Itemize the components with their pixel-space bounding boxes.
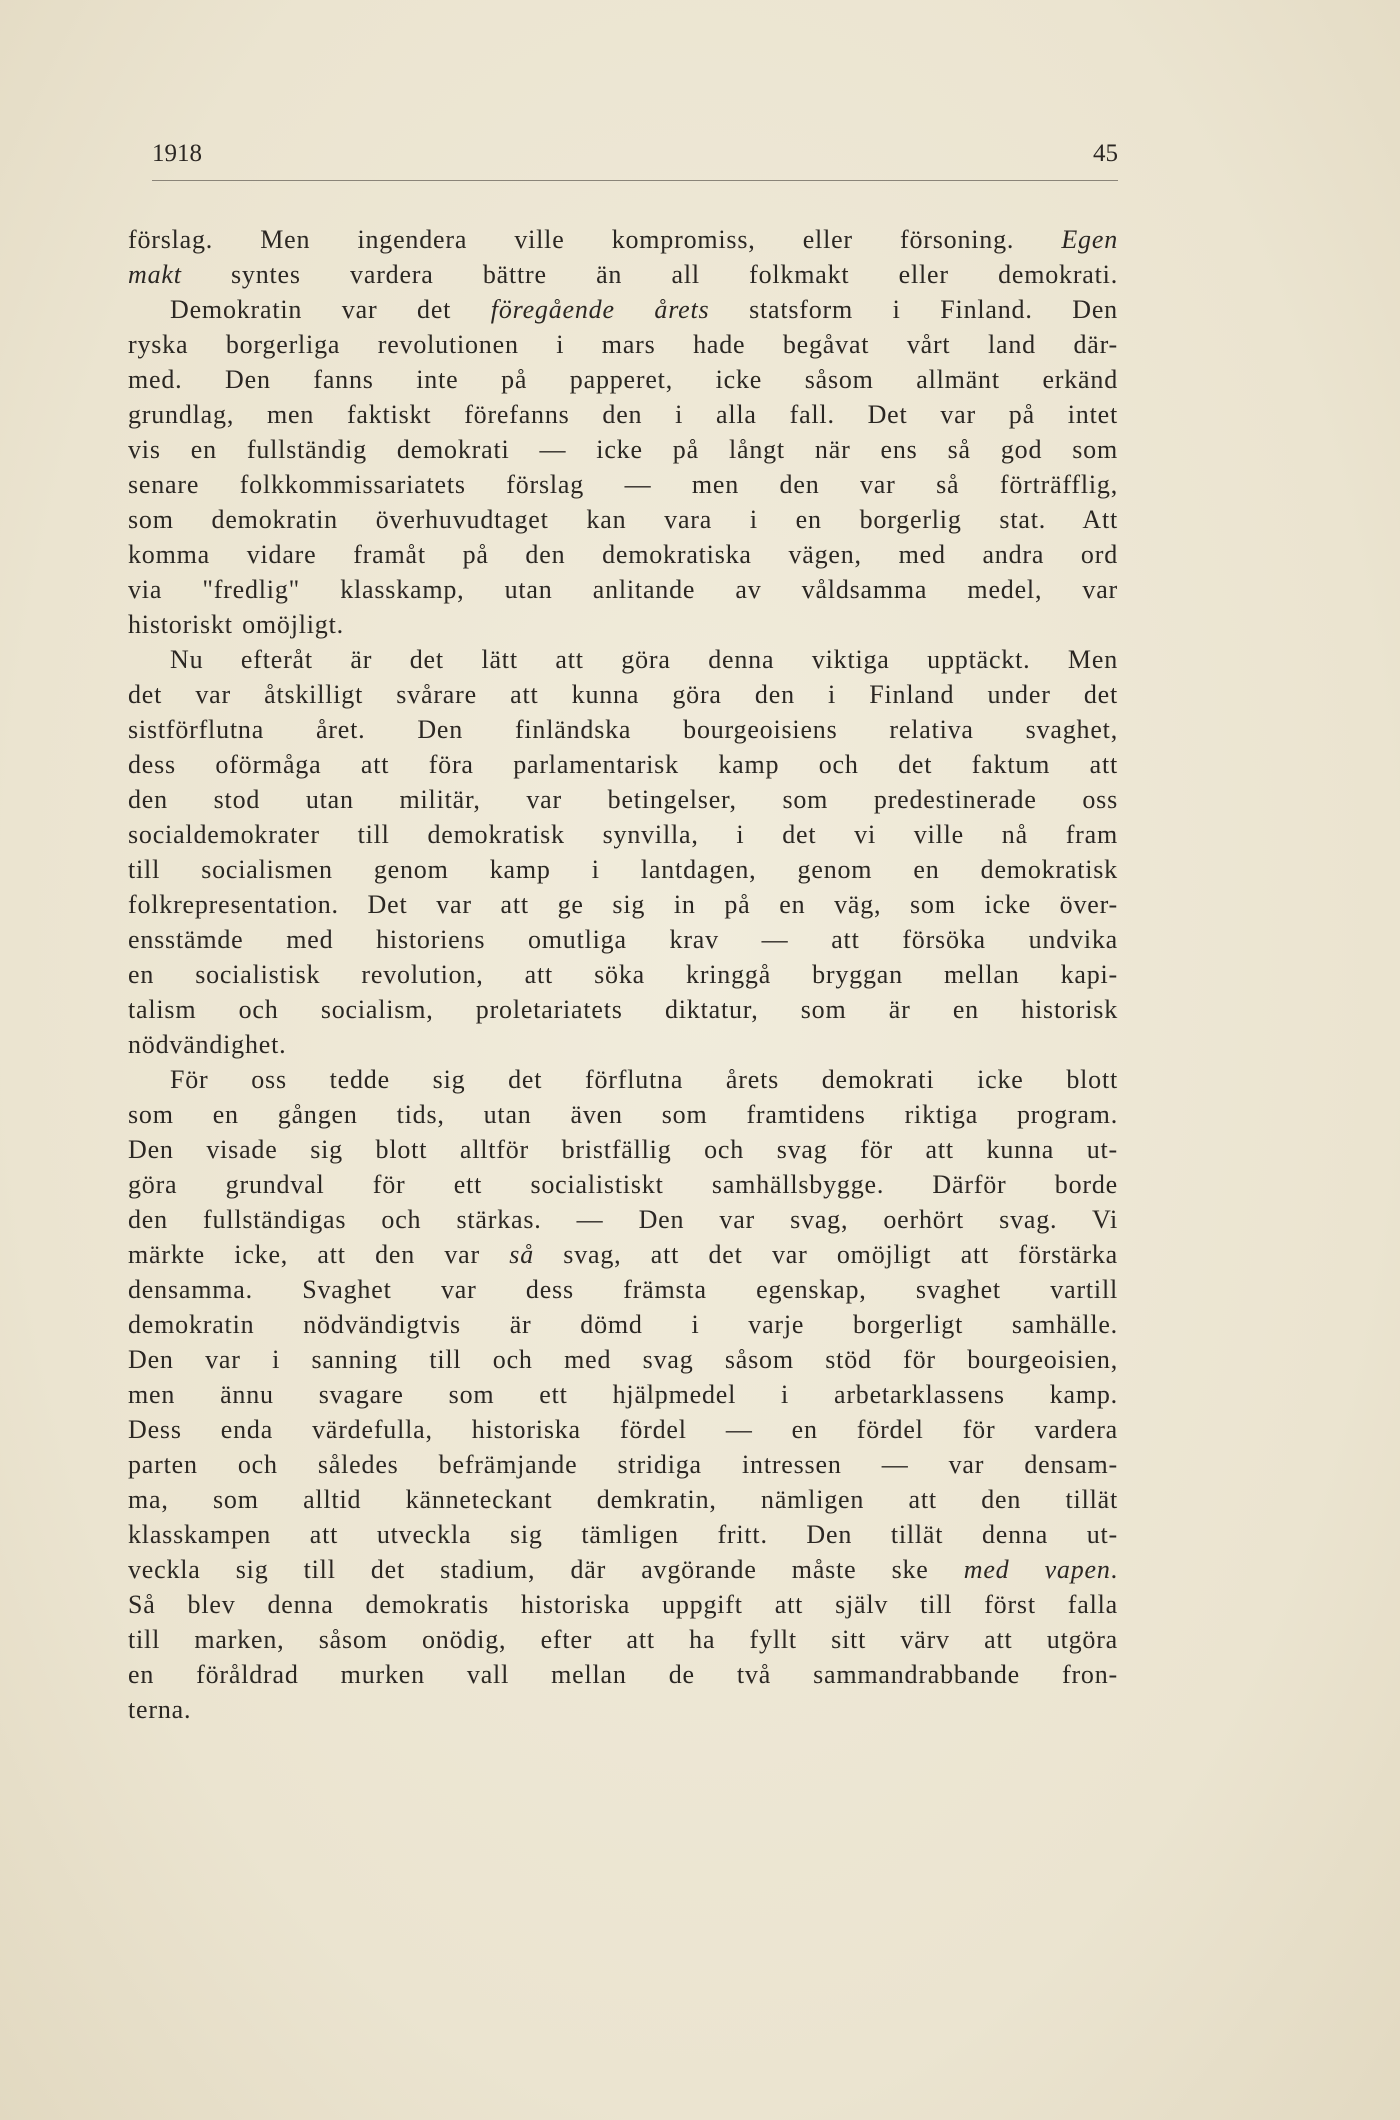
text-line bbox=[128, 572, 1118, 607]
text-line bbox=[128, 747, 1118, 782]
text-line bbox=[128, 467, 1118, 502]
text-line bbox=[128, 257, 1118, 292]
line-text: men ännu svagare som ett hjälpmedel i arbetarklassens kamp. bbox=[128, 1380, 1118, 1409]
line-text: talism och socialism, proletariatets diktatur, som är en historisk bbox=[128, 995, 1118, 1024]
text-line bbox=[128, 1552, 1118, 1587]
italic-emphasis: föregående årets bbox=[490, 295, 710, 324]
line-text: Demokratin var det bbox=[170, 295, 491, 324]
line-text: dess oförmåga att föra parlamentarisk kamp och det faktum att bbox=[128, 750, 1118, 779]
line-text: folkrepresentation. Det var att ge sig in på en väg, som icke över- bbox=[128, 890, 1118, 919]
line-text: terna. bbox=[128, 1695, 192, 1724]
line-text: ryska borgerliga revolutionen i mars hade begåvat vårt land där- bbox=[128, 330, 1118, 359]
text-line bbox=[128, 992, 1118, 1027]
text-line bbox=[128, 782, 1118, 817]
line-text: Den var i sanning till och med svag såsom stöd för bourgeoisien, bbox=[128, 1345, 1118, 1374]
line-text: svag, att det var omöjligt att förstärka bbox=[534, 1240, 1118, 1269]
text-line bbox=[128, 1062, 1118, 1097]
line-text: klasskampen att utveckla sig tämligen fritt. Den tillät denna ut- bbox=[128, 1520, 1118, 1549]
text-line bbox=[128, 397, 1118, 432]
text-line bbox=[128, 1482, 1118, 1517]
line-text: en föråldrad murken vall mellan de två sammandrabbande fron- bbox=[128, 1660, 1118, 1689]
line-text: parten och således befrämjande stridiga intressen — var densam- bbox=[128, 1450, 1118, 1479]
running-header bbox=[152, 136, 1118, 181]
line-text: För oss tedde sig det förflutna årets demokrati icke blott bbox=[170, 1065, 1118, 1094]
header-year: 1918 bbox=[152, 140, 202, 167]
text-line bbox=[128, 1587, 1118, 1622]
text-line bbox=[128, 502, 1118, 537]
line-text: till marken, såsom onödig, efter att ha fyllt sitt värv att utgöra bbox=[128, 1625, 1118, 1654]
text-line bbox=[128, 677, 1118, 712]
text-line bbox=[128, 1412, 1118, 1447]
text-line bbox=[128, 887, 1118, 922]
text-line bbox=[128, 1692, 1118, 1727]
line-text: nödvändighet. bbox=[128, 1030, 287, 1059]
line-text: syntes vardera bättre än all folkmakt eller demokrati. bbox=[181, 260, 1118, 289]
text-line bbox=[128, 1027, 1118, 1062]
line-text: till socialismen genom kamp i lantdagen, genom en demokratisk bbox=[128, 855, 1118, 884]
line-text: komma vidare framåt på den demokratiska vägen, med andra ord bbox=[128, 540, 1118, 569]
text-line bbox=[128, 1237, 1118, 1272]
line-text: som demokratin överhuvudtaget kan vara i en borgerlig stat. Att bbox=[128, 505, 1118, 534]
line-text: Så blev denna demokratis historiska uppgift att själv till först falla bbox=[128, 1590, 1118, 1619]
text-line bbox=[128, 1167, 1118, 1202]
text-line bbox=[128, 1447, 1118, 1482]
text-line bbox=[128, 292, 1118, 327]
text-line bbox=[128, 1517, 1118, 1552]
body-text bbox=[128, 222, 1118, 1727]
line-text: grundlag, men faktiskt förefanns den i alla fall. Det var på intet bbox=[128, 400, 1118, 429]
line-text: som en gången tids, utan även som framtidens riktiga program. bbox=[128, 1100, 1118, 1129]
text-line bbox=[128, 1132, 1118, 1167]
line-text: märkte icke, att den var bbox=[128, 1240, 510, 1269]
line-text: densamma. Svaghet var dess främsta egenskap, svaghet vartill bbox=[128, 1275, 1118, 1304]
line-text: historiskt omöjligt. bbox=[128, 610, 344, 639]
line-text: senare folkkommissariatets förslag — men den var så förträfflig, bbox=[128, 470, 1118, 499]
text-line bbox=[128, 362, 1118, 397]
line-text: sistförflutna året. Den finländska bourgeoisiens relativa svaghet, bbox=[128, 715, 1118, 744]
line-text: demokratin nödvändigtvis är dömd i varje borgerligt samhälle. bbox=[128, 1310, 1118, 1339]
italic-emphasis: makt bbox=[128, 260, 182, 289]
line-text: statsform i Finland. Den bbox=[709, 295, 1118, 324]
text-line bbox=[128, 1202, 1118, 1237]
line-text: göra grundval för ett socialistiskt samhällsbygge. Därför borde bbox=[128, 1170, 1118, 1199]
line-text: en socialistisk revolution, att söka kringgå bryggan mellan kapi- bbox=[128, 960, 1118, 989]
line-text: ensstämde med historiens omutliga krav — att försöka undvika bbox=[128, 925, 1118, 954]
text-line bbox=[128, 1377, 1118, 1412]
text-line bbox=[128, 957, 1118, 992]
text-line bbox=[128, 712, 1118, 747]
text-line bbox=[128, 1657, 1118, 1692]
text-line bbox=[128, 432, 1118, 467]
text-line bbox=[128, 537, 1118, 572]
text-line bbox=[128, 817, 1118, 852]
line-text: den fullständigas och stärkas. — Den var svag, oerhört svag. Vi bbox=[128, 1205, 1118, 1234]
italic-emphasis: så bbox=[509, 1240, 534, 1269]
line-text: Nu efteråt är det lätt att göra denna viktiga upptäckt. Men bbox=[170, 645, 1118, 674]
line-text: förslag. Men ingendera ville kompromiss, eller försoning. bbox=[128, 225, 1062, 254]
text-line bbox=[128, 1622, 1118, 1657]
text-line bbox=[128, 1307, 1118, 1342]
line-text: vis en fullständig demokrati — icke på långt när ens så god som bbox=[128, 435, 1118, 464]
text-line bbox=[128, 1097, 1118, 1132]
text-line bbox=[128, 1272, 1118, 1307]
line-text: . bbox=[1110, 1555, 1118, 1584]
text-line bbox=[128, 642, 1118, 677]
page-number: 45 bbox=[1093, 140, 1118, 167]
line-text: Dess enda värdefulla, historiska fördel — en fördel för vardera bbox=[128, 1415, 1118, 1444]
italic-emphasis: Egen bbox=[1061, 225, 1118, 254]
line-text: det var åtskilligt svårare att kunna göra den i Finland under det bbox=[128, 680, 1118, 709]
italic-emphasis: med vapen bbox=[963, 1555, 1111, 1584]
line-text: via "fredlig" klasskamp, utan anlitande av våldsamma medel, var bbox=[128, 575, 1118, 604]
text-line bbox=[128, 922, 1118, 957]
text-line bbox=[128, 607, 1118, 642]
line-text: veckla sig till det stadium, där avgörande måste ske bbox=[128, 1555, 964, 1584]
text-line bbox=[128, 222, 1118, 257]
line-text: ma, som alltid känneteckant demkratin, nämligen att den tillät bbox=[128, 1485, 1118, 1514]
text-line bbox=[128, 1342, 1118, 1377]
text-line bbox=[128, 327, 1118, 362]
line-text: socialdemokrater till demokratisk synvilla, i det vi ville nå fram bbox=[128, 820, 1118, 849]
line-text: den stod utan militär, var betingelser, som predestinerade oss bbox=[128, 785, 1118, 814]
line-text: med. Den fanns inte på papperet, icke såsom allmänt erkänd bbox=[128, 365, 1118, 394]
text-line bbox=[128, 852, 1118, 887]
line-text: Den visade sig blott alltför bristfällig och svag för att kunna ut- bbox=[128, 1135, 1118, 1164]
